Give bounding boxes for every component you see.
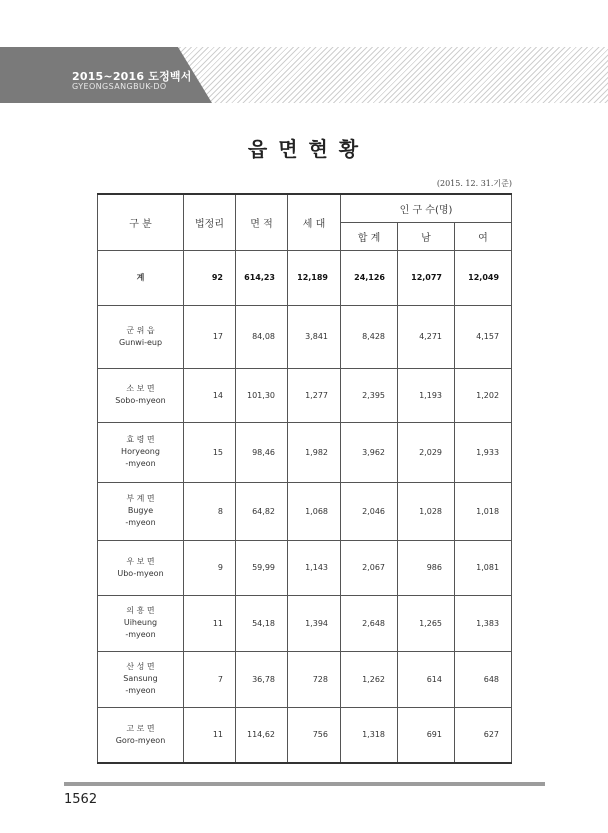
cell-ri: 7 bbox=[184, 651, 236, 707]
cell-total: 2,046 bbox=[341, 482, 398, 540]
row-label-english: -myeon bbox=[125, 459, 156, 468]
header-male: 남 bbox=[398, 222, 455, 250]
cell-households: 12,189 bbox=[288, 250, 341, 305]
table-row bbox=[98, 651, 512, 707]
cell-ri: 92 bbox=[184, 250, 236, 305]
header-legal-ri: 법정리 bbox=[184, 194, 236, 250]
row-label-korean: 군 위 읍 bbox=[126, 325, 155, 335]
cell-female: 1,018 bbox=[455, 482, 512, 540]
cell-total: 2,648 bbox=[341, 595, 398, 651]
cell-ri: 8 bbox=[184, 482, 236, 540]
table-row bbox=[98, 707, 512, 763]
row-label bbox=[98, 540, 184, 595]
cell-households: 728 bbox=[288, 651, 341, 707]
header-title: 2015~2016 도정백서 bbox=[72, 70, 192, 83]
row-label-english: Sobo-myeon bbox=[115, 396, 166, 405]
row-label-english: Goro-myeon bbox=[115, 735, 166, 745]
page-title: 읍 면 현 황 bbox=[247, 137, 361, 161]
cell-male: 1,265 bbox=[398, 595, 455, 651]
cell-female: 1,202 bbox=[455, 368, 512, 422]
cell-female: 627 bbox=[455, 707, 512, 763]
cell-area: 36,78 bbox=[236, 651, 288, 707]
row-label-korean: 계 bbox=[136, 272, 145, 282]
cell-female: 12,049 bbox=[455, 250, 512, 305]
cell-male: 1,193 bbox=[398, 368, 455, 422]
cell-male: 12,077 bbox=[398, 250, 455, 305]
cell-area: 614,23 bbox=[236, 250, 288, 305]
row-label bbox=[98, 707, 184, 763]
cell-total: 24,126 bbox=[341, 250, 398, 305]
row-label bbox=[98, 482, 184, 540]
row-label-english: Bugye bbox=[127, 506, 154, 515]
row-label-english: Ubo-myeon bbox=[117, 568, 164, 578]
row-label-english: -myeon bbox=[125, 518, 156, 527]
row-label bbox=[98, 595, 184, 651]
footer-bar bbox=[64, 782, 545, 786]
header-population: 인 구 수(명) bbox=[341, 194, 512, 222]
cell-female: 1,933 bbox=[455, 422, 512, 482]
header-division: 구 분 bbox=[98, 194, 184, 250]
row-label-korean: 우 보 면 bbox=[126, 556, 155, 566]
cell-households: 3,841 bbox=[288, 305, 341, 368]
cell-households: 756 bbox=[288, 707, 341, 763]
row-label-english: Horyeong bbox=[121, 447, 160, 456]
header-area: 면 적 bbox=[236, 194, 288, 250]
cell-area: 114,62 bbox=[236, 707, 288, 763]
row-label-english: -myeon bbox=[125, 686, 156, 695]
table-row bbox=[98, 422, 512, 482]
cell-male: 691 bbox=[398, 707, 455, 763]
row-label-korean: 산 성 면 bbox=[126, 662, 155, 671]
cell-total: 1,262 bbox=[341, 651, 398, 707]
row-label bbox=[98, 305, 184, 368]
cell-total: 2,395 bbox=[341, 368, 398, 422]
cell-male: 1,028 bbox=[398, 482, 455, 540]
header-subtitle: GYEONGSANGBUK-DO bbox=[72, 82, 167, 91]
cell-female: 1,383 bbox=[455, 595, 512, 651]
page-number: 1562 bbox=[64, 792, 98, 807]
cell-female: 4,157 bbox=[455, 305, 512, 368]
cell-households: 1,277 bbox=[288, 368, 341, 422]
row-label bbox=[98, 651, 184, 707]
row-label-english: Sansung bbox=[123, 674, 158, 683]
row-label-korean: 고 로 면 bbox=[126, 723, 155, 733]
header-total: 합 계 bbox=[341, 222, 398, 250]
table-row bbox=[98, 540, 512, 595]
cell-area: 59,99 bbox=[236, 540, 288, 595]
cell-male: 614 bbox=[398, 651, 455, 707]
cell-households: 1,143 bbox=[288, 540, 341, 595]
cell-female: 648 bbox=[455, 651, 512, 707]
header-households: 세 대 bbox=[288, 194, 341, 250]
header-female: 여 bbox=[455, 222, 512, 250]
table-body bbox=[98, 250, 512, 763]
cell-male: 4,271 bbox=[398, 305, 455, 368]
cell-male: 986 bbox=[398, 540, 455, 595]
cell-ri: 15 bbox=[184, 422, 236, 482]
cell-ri: 11 bbox=[184, 707, 236, 763]
cell-ri: 9 bbox=[184, 540, 236, 595]
cell-households: 1,394 bbox=[288, 595, 341, 651]
cell-female: 1,081 bbox=[455, 540, 512, 595]
cell-households: 1,982 bbox=[288, 422, 341, 482]
table-row bbox=[98, 250, 512, 305]
cell-area: 64,82 bbox=[236, 482, 288, 540]
row-label-korean: 효 령 면 bbox=[126, 435, 155, 444]
cell-area: 101,30 bbox=[236, 368, 288, 422]
row-label-korean: 의 흥 면 bbox=[126, 606, 155, 615]
table-row bbox=[98, 482, 512, 540]
cell-ri: 11 bbox=[184, 595, 236, 651]
table-row bbox=[98, 595, 512, 651]
row-label bbox=[98, 368, 184, 422]
cell-area: 98,46 bbox=[236, 422, 288, 482]
cell-male: 2,029 bbox=[398, 422, 455, 482]
row-label bbox=[98, 250, 184, 305]
table-row bbox=[98, 368, 512, 422]
row-label-english: -myeon bbox=[125, 630, 156, 639]
cell-total: 8,428 bbox=[341, 305, 398, 368]
row-label-korean: 소 보 면 bbox=[126, 384, 155, 393]
row-label-english: Uiheung bbox=[123, 618, 158, 627]
cell-ri: 14 bbox=[184, 368, 236, 422]
cell-total: 2,067 bbox=[341, 540, 398, 595]
row-label bbox=[98, 422, 184, 482]
census-table bbox=[97, 193, 512, 764]
table-row bbox=[98, 305, 512, 368]
date-note: (2015. 12. 31.기준) bbox=[436, 179, 512, 188]
cell-ri: 17 bbox=[184, 305, 236, 368]
cell-total: 1,318 bbox=[341, 707, 398, 763]
row-label-korean: 부 계 면 bbox=[126, 494, 155, 503]
cell-area: 84,08 bbox=[236, 305, 288, 368]
cell-households: 1,068 bbox=[288, 482, 341, 540]
cell-total: 3,962 bbox=[341, 422, 398, 482]
cell-area: 54,18 bbox=[236, 595, 288, 651]
row-label-english: Gunwi-eup bbox=[118, 337, 163, 347]
